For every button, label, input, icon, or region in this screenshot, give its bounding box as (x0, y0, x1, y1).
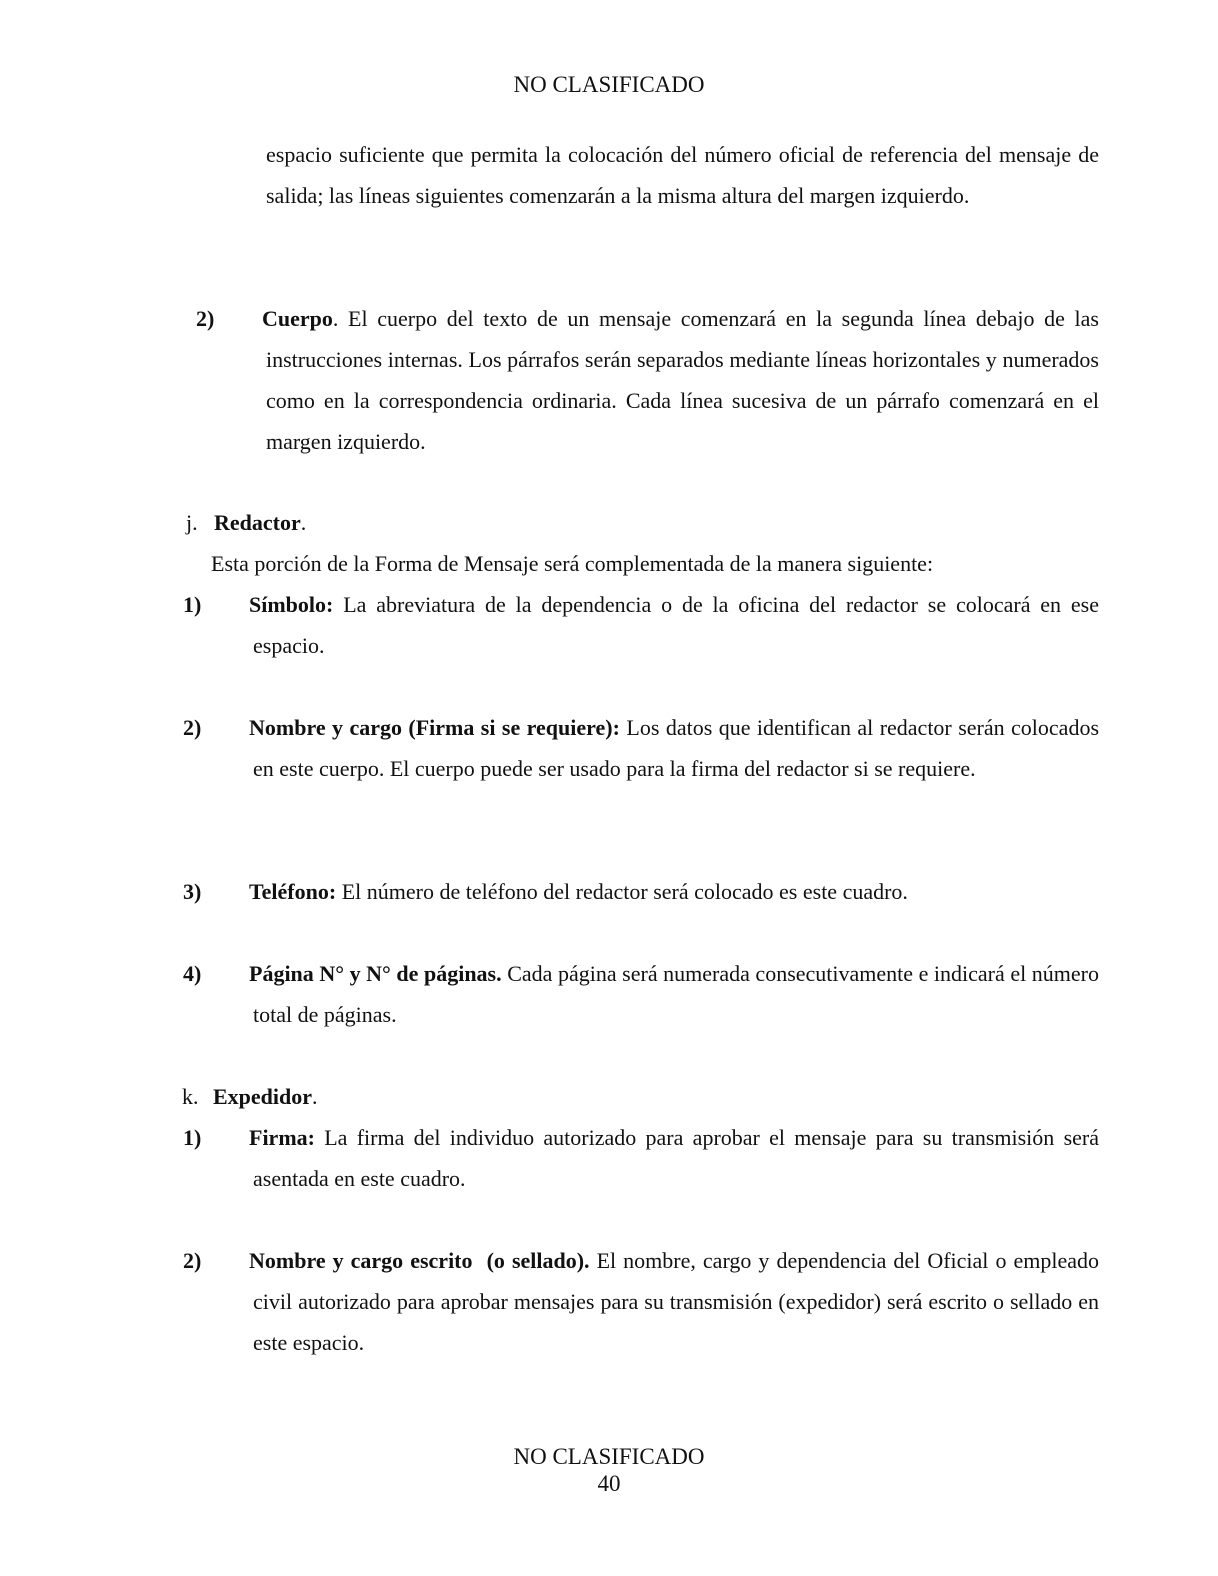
section-k-title: Expedidor (213, 1084, 313, 1109)
section-j-intro (211, 543, 1111, 584)
section-k-item-1-label: Firma: (249, 1125, 315, 1150)
section-j-item-4-text: Cada página será numerada consecutivamente e indicará el número total de páginas. (253, 961, 1099, 1027)
section-k-item-2-text: El nombre, cargo y dependencia del Oficial o empleado civil autorizado para aprobar mensajes para su transmisión (expedidor) será escrito o sellado en este espacio. (253, 1248, 1100, 1355)
section-k-item-1-text: La firma del individuo autorizado para aprobar el mensaje para su transmisión será asentada en este cuadro. (253, 1125, 1099, 1191)
section-j-letter: j. (186, 510, 198, 535)
continuation-paragraph (266, 134, 1099, 216)
section-j-item-4-number: 4) (183, 961, 202, 986)
section-j-item-3-number: 3) (183, 879, 202, 904)
section-j-item-3-text: El número de teléfono del redactor será colocado es este cuadro. (336, 879, 908, 904)
section-k-item-1-number: 1) (183, 1125, 202, 1150)
section-j-item-2-text: Los datos que identifican al redactor serán colocados en este cuerpo. El cuerpo puede ser usado para la firma del redactor si se requiere. (253, 715, 1100, 781)
section-j-heading (186, 502, 1086, 543)
section-j-item-1-label: Símbolo: (249, 592, 334, 617)
section-j-item-4 (183, 953, 1099, 1035)
cuerpo-text: . El cuerpo del texto de un mensaje comenzará en la segunda línea debajo de las instrucciones internas. Los párrafos serán separados mediante líneas horizontales y numerados como en la correspondencia ordinaria. Cada línea sucesiva de un párrafo comenzará en el margen izquierdo. (266, 306, 1099, 454)
section-j-item-2 (183, 707, 1100, 789)
section-k-item-2-label: Nombre y cargo escrito (o sellado). (249, 1248, 590, 1273)
header-classification: NO CLASIFICADO (513, 72, 705, 97)
cuerpo-item (196, 298, 1099, 462)
section-j-intro-text: Esta porción de la Forma de Mensaje será complementada de la manera siguiente: (211, 551, 934, 576)
page-number: 40 (597, 1471, 621, 1496)
section-k-item-2 (183, 1240, 1100, 1363)
footer-classification: NO CLASIFICADO (513, 1444, 705, 1469)
section-j-item-1-text: La abreviatura de la dependencia o de la oficina del redactor se colocará en ese espacio. (253, 592, 1099, 658)
section-k-letter: k. (182, 1084, 199, 1109)
section-k-heading (182, 1076, 1082, 1117)
section-j-item-1-number: 1) (183, 592, 202, 617)
cuerpo-label: Cuerpo (262, 306, 333, 331)
section-k-title-suffix: . (312, 1084, 318, 1109)
section-j-item-2-number: 2) (183, 715, 202, 740)
cuerpo-number: 2) (196, 306, 215, 331)
section-j-item-1 (183, 584, 1099, 666)
section-k-item-1 (183, 1117, 1099, 1199)
continuation-text: espacio suficiente que permita la colocación del número oficial de referencia del mensaje de salida; las líneas siguientes comenzarán a la misma altura del margen izquierdo. (266, 142, 1099, 208)
section-j-item-4-label: Página N° y N° de páginas. (249, 961, 502, 986)
section-j-item-2-label: Nombre y cargo (Firma si se requiere): (249, 715, 620, 740)
section-j-item-3-label: Teléfono: (249, 879, 337, 904)
section-k-item-2-number: 2) (183, 1248, 202, 1273)
section-j-item-3 (183, 871, 1099, 912)
section-j-title-suffix: . (300, 510, 307, 535)
section-j-title: Redactor (214, 510, 301, 535)
